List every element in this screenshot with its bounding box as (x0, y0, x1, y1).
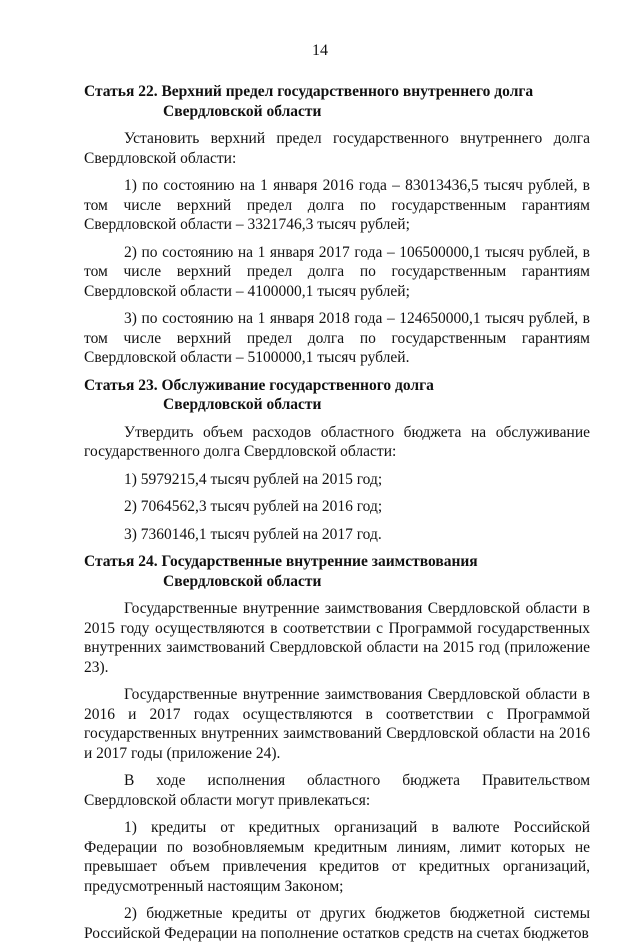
article-22-item-2: 2) по состоянию на 1 января 2017 года – 106500000,1 тысяч рублей, в том числе верхний предел долга по государственным гарантиям Свердловской области – 4100000,1 тысяч рублей; (84, 243, 590, 300)
article-24-paragraph-3: В ходе исполнения областного бюджета Правительством Свердловской области могут привлекаться: (84, 772, 590, 809)
article-24-heading-line2: Свердловской области (163, 572, 322, 590)
article-22-item-1: 1) по состоянию на 1 января 2016 года – 83013436,5 тысяч рублей, в том числе верхний предел долга по государственным гарантиям Свердловской области – 3321746,3 тысяч рублей; (84, 177, 590, 233)
article-22-intro: Установить верхний предел государственного внутреннего долга Свердловской области: (84, 130, 590, 167)
article-24-paragraph-2: Государственные внутренние заимствования Свердловской области в 2016 и 2017 годах осуществляются в соответствии с Программой государственных внутренних заимствований Свердловской области на 2016 и 2017 годы (приложение 24). (84, 686, 590, 762)
article-22-heading-line2: Свердловской области (163, 102, 322, 120)
article-23-heading-line2: Свердловской области (163, 396, 322, 413)
article-24-paragraph-1: Государственные внутренние заимствования Свердловской области в 2015 году осуществляются в соответствии с Программой государственных внутренних заимствований Свердловской области на 2015 год (приложение 23). (84, 600, 590, 676)
article-22-heading-line1: Статья 22. Верхний предел государственного внутреннего долга (84, 83, 534, 100)
article-23-heading-line1: Статья 23. Обслуживание государственного долга (84, 376, 434, 394)
article-23-intro: Утвердить объем расходов областного бюджета на обслуживание государственного долга Свердловской области: (84, 423, 590, 460)
page-number: 14 (312, 42, 328, 59)
article-24-item-1: 1) кредиты от кредитных организаций в валюте Российской Федерации по возобновляемым кредитным линиям, лимит которых не превышает объем привлечения кредитов от кредитных организаций, предусмотренный настоящим Законом; (84, 819, 590, 895)
article-24-heading (84, 552, 590, 591)
article-22-heading (84, 82, 590, 121)
article-23-item-3: 3) 7360146,1 тысяч рублей на 2017 год. (124, 525, 382, 543)
article-24-heading-line1: Статья 24. Государственные внутренние заимствования (84, 553, 478, 570)
article-23-heading (84, 376, 590, 415)
article-24-item-2: 2) бюджетные кредиты от других бюджетов бюджетной системы Российской Федерации на пополнение остатков средств на счетах бюджетов (84, 905, 590, 942)
article-22-item-3: 3) по состоянию на 1 января 2018 года – 124650000,1 тысяч рублей, в том числе верхний предел долга по государственным гарантиям Свердловской области – 5100000,1 тысяч рублей. (84, 310, 590, 366)
article-23-item-2: 2) 7064562,3 тысяч рублей на 2016 год; (124, 498, 383, 515)
article-23-item-1: 1) 5979215,4 тысяч рублей на 2015 год; (124, 470, 383, 488)
document-body (84, 82, 590, 943)
